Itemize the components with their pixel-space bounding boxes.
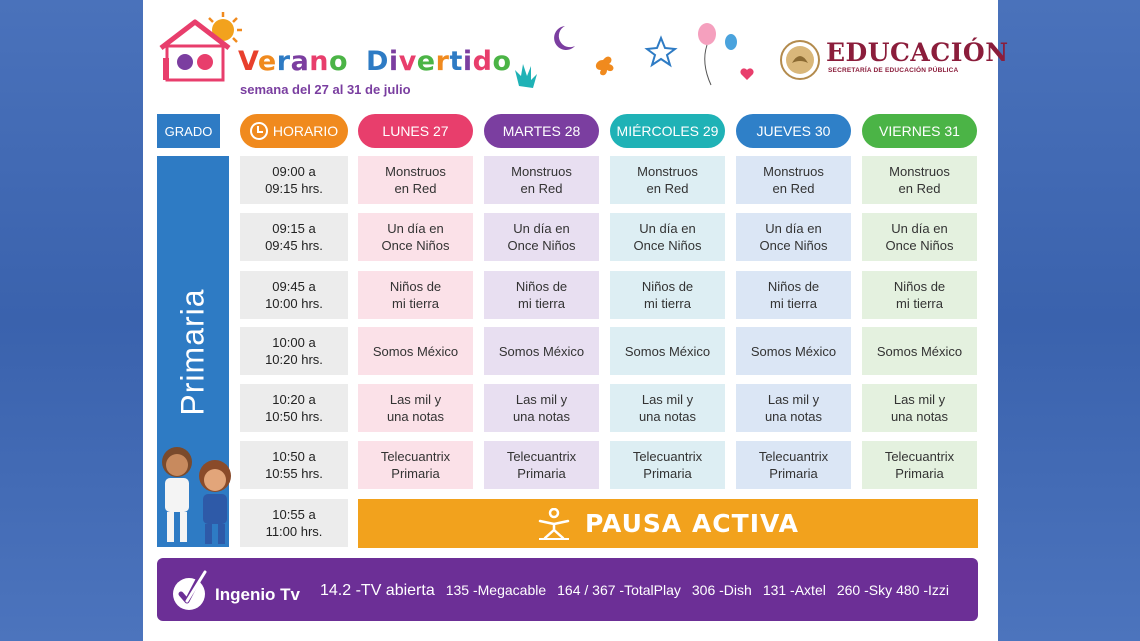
program-cell: Niños de mi tierra (862, 271, 977, 319)
edu-title: EDUCACIÓN (826, 38, 1009, 67)
page-subtitle: semana del 27 al 31 de julio (240, 82, 411, 97)
title-letter: n (309, 46, 330, 77)
program-cell: Niños de mi tierra (484, 271, 599, 319)
time-slot: 10:55 a 11:00 hrs. (240, 499, 348, 547)
program-cell: Monstruos en Red (484, 156, 599, 204)
program-cell: Monstruos en Red (862, 156, 977, 204)
moon-icon (554, 26, 575, 50)
channel-item: 306 -Dish (691, 582, 752, 598)
title-letter: d (472, 46, 493, 77)
program-cell: Un día en Once Niños (358, 213, 473, 261)
title-letter: r (435, 46, 450, 77)
program-cell: Las mil y una notas (610, 384, 725, 432)
program-cell: Las mil y una notas (736, 384, 851, 432)
channel-item: 131 -Axtel (762, 582, 826, 598)
ingenio-tv-label: Ingenio Tv (215, 585, 300, 604)
decorative-shapes (503, 18, 763, 88)
house-logo-icon (157, 8, 247, 84)
program-cell: Somos México (610, 327, 725, 375)
background-right (998, 0, 1140, 641)
program-cell: Telecuantrix Primaria (358, 441, 473, 489)
background-left (0, 0, 143, 641)
title-letter: D (366, 46, 389, 77)
check-circle-icon (171, 568, 211, 612)
kids-illustration (151, 438, 243, 550)
title-letter: i (388, 46, 399, 77)
heart-icon (740, 68, 753, 80)
program-cell: Niños de mi tierra (736, 271, 851, 319)
program-cell: Telecuantrix Primaria (862, 441, 977, 489)
program-cell: Telecuantrix Primaria (610, 441, 725, 489)
day-header: MIÉRCOLES 29 (610, 114, 725, 148)
main-channel: 14.2 -TV abierta (320, 582, 435, 599)
balloon-icon (698, 23, 716, 45)
program-cell: Telecuantrix Primaria (736, 441, 851, 489)
grado-header: GRADO (157, 114, 220, 148)
footer-channels (157, 558, 978, 621)
time-slot: 09:00 a 09:15 hrs. (240, 156, 348, 204)
title-letter: e (257, 46, 277, 77)
horario-label: HORARIO (272, 123, 339, 139)
horario-header (240, 114, 348, 148)
program-cell: Somos México (358, 327, 473, 375)
program-cell: Un día en Once Niños (736, 213, 851, 261)
edu-subtitle: SECRETARÍA DE EDUCACIÓN PÚBLICA (828, 67, 959, 74)
schedule-poster (143, 0, 1009, 641)
flower-icon (596, 57, 614, 76)
title-letter: v (398, 46, 417, 77)
title-letter: a (290, 46, 310, 77)
program-cell: Telecuantrix Primaria (484, 441, 599, 489)
time-slot: 10:20 a 10:50 hrs. (240, 384, 348, 432)
stretching-person-icon (537, 508, 571, 540)
time-slot: 09:15 a 09:45 hrs. (240, 213, 348, 261)
title-letter: o (492, 46, 512, 77)
program-cell: Somos México (484, 327, 599, 375)
program-cell: Monstruos en Red (736, 156, 851, 204)
eagle-seal-icon (779, 39, 821, 81)
channel-item: 164 / 367 -TotalPlay (557, 582, 681, 598)
time-slot: 10:00 a 10:20 hrs. (240, 327, 348, 375)
title-letter: e (416, 46, 436, 77)
page-title (238, 46, 512, 77)
title-letter (348, 46, 358, 77)
title-letter: V (238, 46, 258, 77)
hand-icon (515, 64, 537, 88)
title-letter: i (462, 46, 473, 77)
program-cell: Somos México (736, 327, 851, 375)
program-cell: Un día en Once Niños (610, 213, 725, 261)
program-cell: Un día en Once Niños (484, 213, 599, 261)
program-cell: Monstruos en Red (358, 156, 473, 204)
day-header: MARTES 28 (484, 114, 599, 148)
program-cell: Las mil y una notas (484, 384, 599, 432)
program-cell: Un día en Once Niños (862, 213, 977, 261)
pausa-activa-banner (358, 499, 978, 548)
time-slot: 10:50 a 10:55 hrs. (240, 441, 348, 489)
program-cell: Monstruos en Red (610, 156, 725, 204)
day-header: LUNES 27 (358, 114, 473, 148)
title-letter: o (329, 46, 349, 77)
program-cell: Las mil y una notas (862, 384, 977, 432)
channel-item: 480 -Izzi (896, 582, 950, 598)
pausa-label: PAUSA ACTIVA (584, 509, 799, 538)
channel-item: 260 -Sky (836, 582, 893, 598)
day-header: VIERNES 31 (862, 114, 977, 148)
title-letter: t (449, 46, 463, 77)
star-icon (647, 38, 675, 65)
title-letter: r (276, 46, 291, 77)
day-header: JUEVES 30 (736, 114, 851, 148)
program-cell: Las mil y una notas (358, 384, 473, 432)
sep-logo (779, 36, 1009, 84)
grade-label: Primaria (174, 287, 211, 416)
program-cell: Niños de mi tierra (358, 271, 473, 319)
clock-icon (250, 122, 268, 140)
ingenio-tv-logo (171, 568, 300, 612)
program-cell: Niños de mi tierra (610, 271, 725, 319)
program-cell: Somos México (862, 327, 977, 375)
channel-list (320, 582, 960, 600)
time-slot: 09:45 a 10:00 hrs. (240, 271, 348, 319)
channel-item: 135 -Megacable (445, 582, 547, 598)
